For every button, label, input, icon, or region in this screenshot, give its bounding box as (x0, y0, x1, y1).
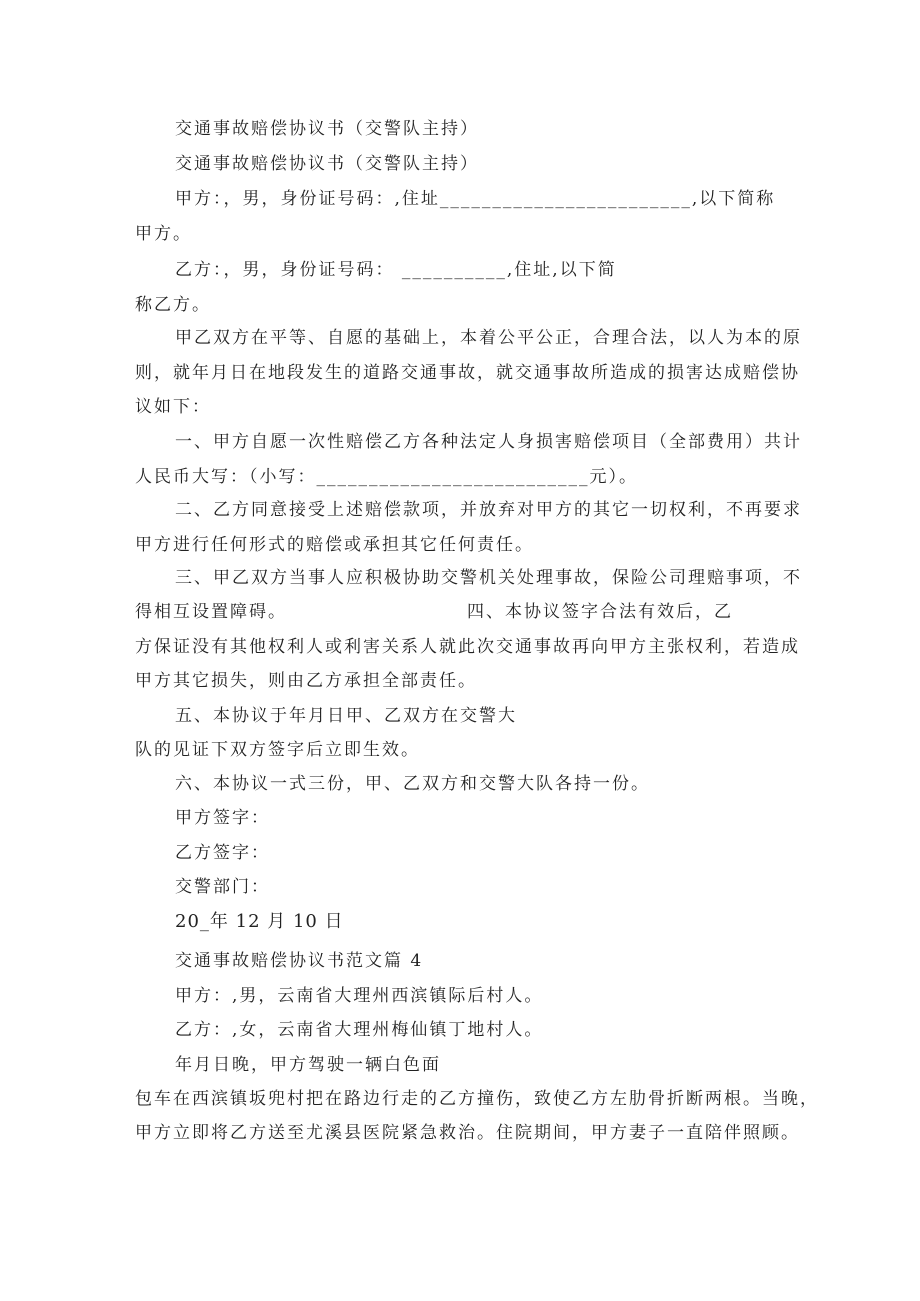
sample-4-heading: 交通事故赔偿协议书范文篇 4 (175, 951, 424, 971)
clause-2-line-1: 二、乙方同意接受上述赔偿款项，并放弃对甲方的其它一切权利，不再要求 (175, 500, 802, 520)
clause-1-line-1: 一、甲方自愿一次性赔偿乙方各种法定人身损害赔偿项目（全部费用）共计 (175, 432, 802, 452)
clause-4-line-1: 四、本协议签字合法有效后，乙 (467, 602, 733, 622)
party-a-signature: 甲方签字： (175, 808, 270, 828)
preamble-line-1: 甲乙双方在平等、自愿的基础上，本着公平公正，合理合法，以人为本的原 (175, 328, 802, 348)
clause-3-line-2: 得相互设置障碍。 (135, 602, 287, 622)
clause-5-line-1: 五、本协议于年月日甲、乙双方在交警大 (175, 706, 517, 726)
sample-4-party-a: 甲方：,男，云南省大理州西滨镇际后村人。 (175, 986, 544, 1006)
preamble-line-2: 则，就年月日在地段发生的道路交通事故，就交通事故所造成的损害达成赔偿协 (135, 363, 800, 383)
party-b-info-line: 乙方：，男，身份证号码： __________,住址,以下简 (175, 260, 617, 280)
clause-4-line-2: 方保证没有其他权利人或利害关系人就此次交通事故再向甲方主张权利，若造成 (135, 637, 800, 657)
clause-2-line-2: 甲方进行任何形式的赔偿或承担其它任何责任。 (135, 535, 534, 555)
party-b-info-continuation: 称乙方。 (135, 295, 211, 315)
clause-4-line-3: 甲方其它损失，则由乙方承担全部责任。 (135, 671, 477, 691)
sample-4-facts-line-3: 甲方立即将乙方送至尤溪县医院紧急救治。住院期间，甲方妻子一直陪伴照顾。 (135, 1123, 800, 1143)
party-a-info-line: 甲方：，男，身份证号码：,住址________________________,以下简称 (175, 189, 776, 209)
clause-5-line-2: 队的见证下双方签字后立即生效。 (135, 740, 420, 760)
document-subtitle: 交通事故赔偿协议书（交警队主持） (175, 154, 479, 174)
sample-4-party-b: 乙方：,女，云南省大理州梅仙镇丁地村人。 (175, 1020, 544, 1040)
signing-date: 20_年 12 月 10 日 (175, 911, 344, 932)
clause-3-line-1: 三、甲乙双方当事人应积极协助交警机关处理事故，保险公司理赔事项，不 (175, 568, 802, 588)
preamble-line-3: 议如下： (135, 397, 211, 417)
sample-4-facts-line-2: 包车在西滨镇坂兜村把在路边行走的乙方撞伤，致使乙方左肋骨折断两根。当晚， (135, 1089, 819, 1109)
clause-6: 六、本协议一式三份，甲、乙双方和交警大队各持一份。 (175, 774, 650, 794)
sample-4-facts-line-1: 年月日晚，甲方驾驶一辆白色面 (175, 1055, 441, 1075)
clause-1-line-2: 人民币大写：（小写：__________________________元）。 (135, 467, 638, 487)
police-department-signature: 交警部门： (175, 877, 270, 897)
document-title: 交通事故赔偿协议书（交警队主持） (175, 119, 479, 139)
party-b-signature: 乙方签字： (175, 843, 270, 863)
party-a-info-continuation: 甲方。 (135, 224, 192, 244)
